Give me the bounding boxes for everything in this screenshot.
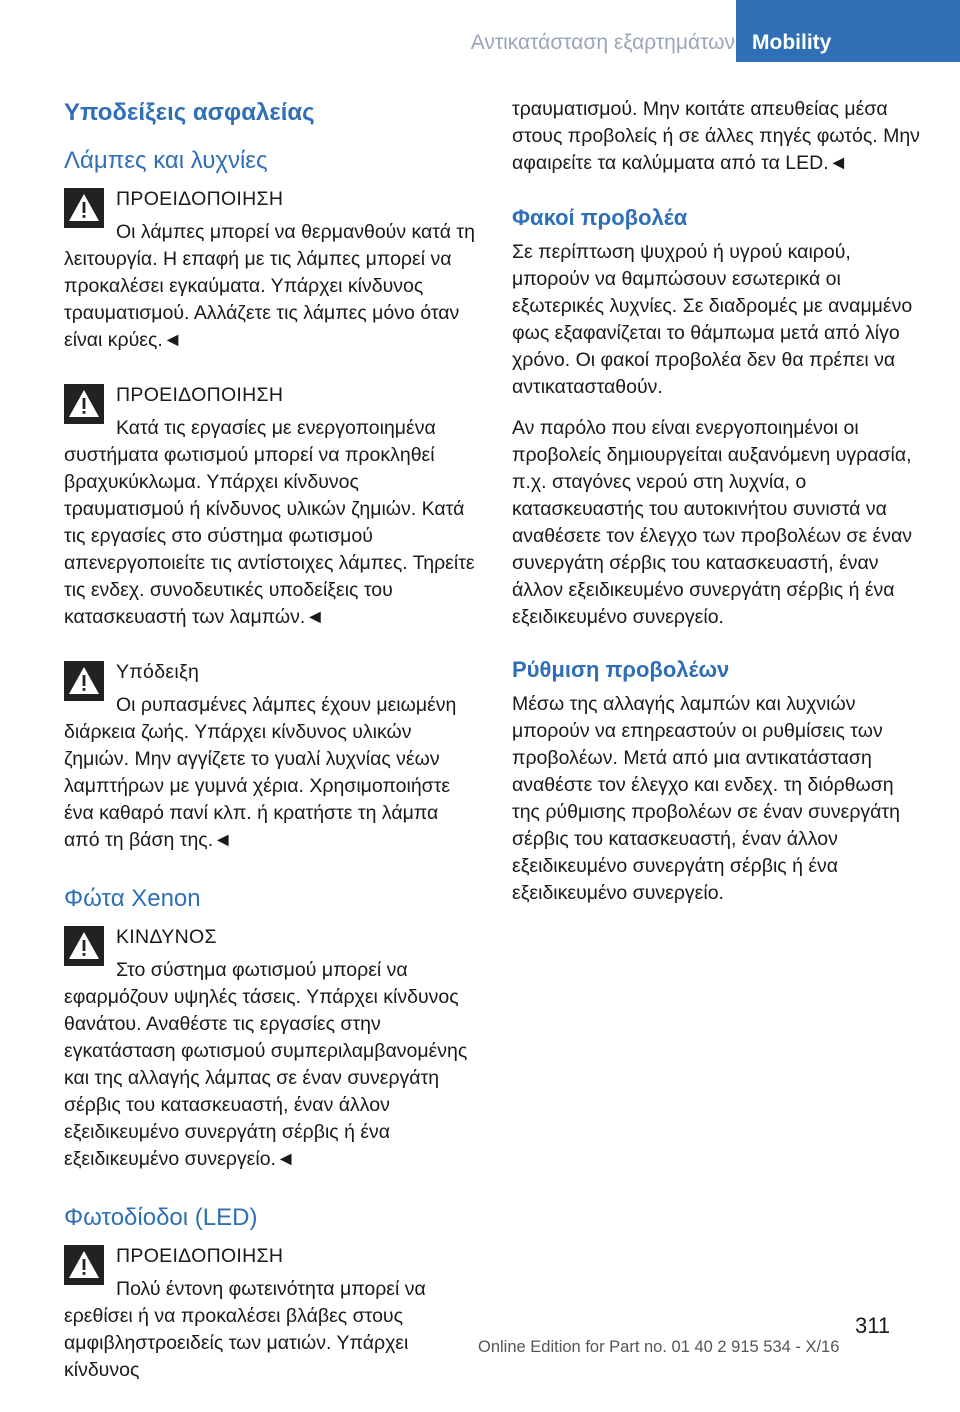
warning-text: Πολύ έντονη φωτεινότητα μπορεί να ερεθίσει ή να προκαλέσει βλάβες στους αμφιβληστροειδείς των ματιών. Υπάρχει κίνδυνος bbox=[64, 1278, 426, 1381]
warning-block bbox=[64, 382, 478, 631]
left-column bbox=[64, 96, 478, 1412]
right-column bbox=[512, 96, 926, 929]
warning-text: Κατά τις εργασίες με ενεργοποιημένα συστήματα φωτισμού μπορεί να προκληθεί βραχυκύκλωμα. Υπάρχει κίνδυνος τραυματισμού ή κίνδυνος υλικών ζημιών. Κατά τις εργασίες στο σύστημα φωτισμού απενεργοποιείτε τις αντίστοιχες λάμπες. Τηρείτε τις ενδεχ. συνοδευτικές υποδείξεις του κατασκευαστή των λαμπών.◄ bbox=[64, 417, 475, 628]
chapter-tab[interactable]: Mobility bbox=[736, 0, 960, 62]
warning-block bbox=[64, 1243, 478, 1384]
warning-triangle-icon bbox=[64, 926, 104, 966]
xenon-heading: Φώτα Xenon bbox=[64, 885, 201, 912]
headlight-adjustment-heading: Ρύθμιση προβολέων bbox=[512, 657, 730, 682]
xenon-section bbox=[64, 882, 478, 1173]
note-text: Οι ρυπασμένες λάμπες έχουν μειωμένη διάρκεια ζωής. Υπάρχει κίνδυνος υλικών ζημιών. Μην αγγίζετε το γυαλί λυχνίας νέων λαμπτήρων με γυμνά χέρια. Χρησιμοποιήστε ένα καθαρό πανί κλπ. ή κρατήστε τη λάμπα από τη βάση της.◄ bbox=[64, 694, 457, 851]
warning-triangle-icon bbox=[64, 1245, 104, 1285]
warning-block bbox=[64, 186, 478, 354]
lamps-heading: Λάμπες και λυχνίες bbox=[64, 147, 268, 174]
paragraph: Σε περίπτωση ψυχρού ή υγρού καιρού, μπορούν να θαμπώσουν εσωτερικά οι εξωτερικές λυχνίες. Σε διαδρομές με αναμμένο φως εξαφανίζεται το θάμπωμα μετά από λίγο χρόνο. Οι φακοί προβολέα δεν θα πρέπει να αντικατασταθούν. bbox=[512, 241, 913, 398]
headlight-lenses-section bbox=[512, 201, 926, 631]
led-section bbox=[64, 1201, 478, 1384]
danger-text: Στο σύστημα φωτισμού μπορεί να εφαρμόζουν υψηλές τάσεις. Υπάρχει κίνδυνος θανάτου. Αναθέστε τις εργασίες στην εγκατάσταση φωτισμού συμπεριλαμβανομένης και της αλλαγής λάμπας σε έναν συνεργάτη σέρβις του κατασκευαστή, έναν άλλον εξειδικευμένο συνεργάτη σέρβις ή ένα εξειδικευμένο συνεργείο.◄ bbox=[64, 959, 468, 1170]
headlight-adjustment-section bbox=[512, 653, 926, 907]
paragraph: Αν παρόλο που είναι ενεργοποιημένοι οι προβολείς δημιουργείται αυξανόμενη υγρασία, π.χ. σταγόνες νερού στη λυχνία, ο κατασκευαστής του αυτοκινήτου συνιστά να αναθέσετε τον έλεγχο των προβολέων σε έναν συνεργάτη σέρβις του κατασκευαστή, έναν άλλον εξειδικευμένο συνεργάτη σέρβις ή ένα εξειδικευμένο συνεργείο. bbox=[512, 417, 913, 628]
section-title: Αντικατάσταση εξαρτημάτων bbox=[470, 31, 735, 54]
page-number: 311 bbox=[855, 1313, 891, 1338]
led-heading: Φωτοδίοδοι (LED) bbox=[64, 1204, 258, 1231]
danger-block bbox=[64, 924, 478, 1173]
warning-label: ΠΡΟΕΙΔΟΠΟΙΗΣΗ bbox=[116, 1245, 284, 1267]
warning-triangle-icon bbox=[64, 661, 104, 701]
note-block bbox=[64, 659, 478, 854]
warning-label: ΠΡΟΕΙΔΟΠΟΙΗΣΗ bbox=[116, 384, 284, 406]
warning-triangle-icon bbox=[64, 188, 104, 228]
edition-footer: Online Edition for Part no. 01 40 2 915 534 - X/16 bbox=[478, 1338, 840, 1356]
warning-text: Οι λάμπες μπορεί να θερμανθούν κατά τη λειτουργία. Η επαφή με τις λάμπες μπορεί να προκαλέσει εγκαύματα. Υπάρχει κίνδυνος τραυματισμού. Αλλάζετε τις λάμπες μόνο όταν είναι κρύες.◄ bbox=[64, 221, 475, 351]
page-header bbox=[0, 0, 960, 62]
headlight-lenses-heading: Φακοί προβολέα bbox=[512, 205, 688, 230]
lamps-section bbox=[64, 144, 478, 854]
page-title: Υποδείξεις ασφαλείας bbox=[64, 99, 315, 126]
warning-triangle-icon bbox=[64, 384, 104, 424]
paragraph: Μέσω της αλλαγής λαμπών και λυχνιών μπορούν να επηρεαστούν οι ρυθμίσεις των προβολέων. Μετά από μια αντικατάσταση αναθέστε τον έλεγχο και ενδεχ. τη διόρθωση της ρύθμισης προβολέων σε έναν συνεργάτη σέρβις του κατασκευαστή, έναν άλλον εξειδικευμένο συνεργάτη σέρβις ή ένα εξειδικευμένο συνεργείο. bbox=[512, 693, 900, 904]
note-label: Υπόδειξη bbox=[116, 661, 200, 683]
led-warning-continued: τραυματισμού. Μην κοιτάτε απευθείας μέσα στους προβολείς ή σε άλλες πηγές φωτός. Μην αφαιρείτε τα καλύμματα από τα LED.◄ bbox=[512, 98, 920, 174]
danger-label: ΚΙΝΔΥΝΟΣ bbox=[116, 926, 217, 948]
warning-label: ΠΡΟΕΙΔΟΠΟΙΗΣΗ bbox=[116, 188, 284, 210]
